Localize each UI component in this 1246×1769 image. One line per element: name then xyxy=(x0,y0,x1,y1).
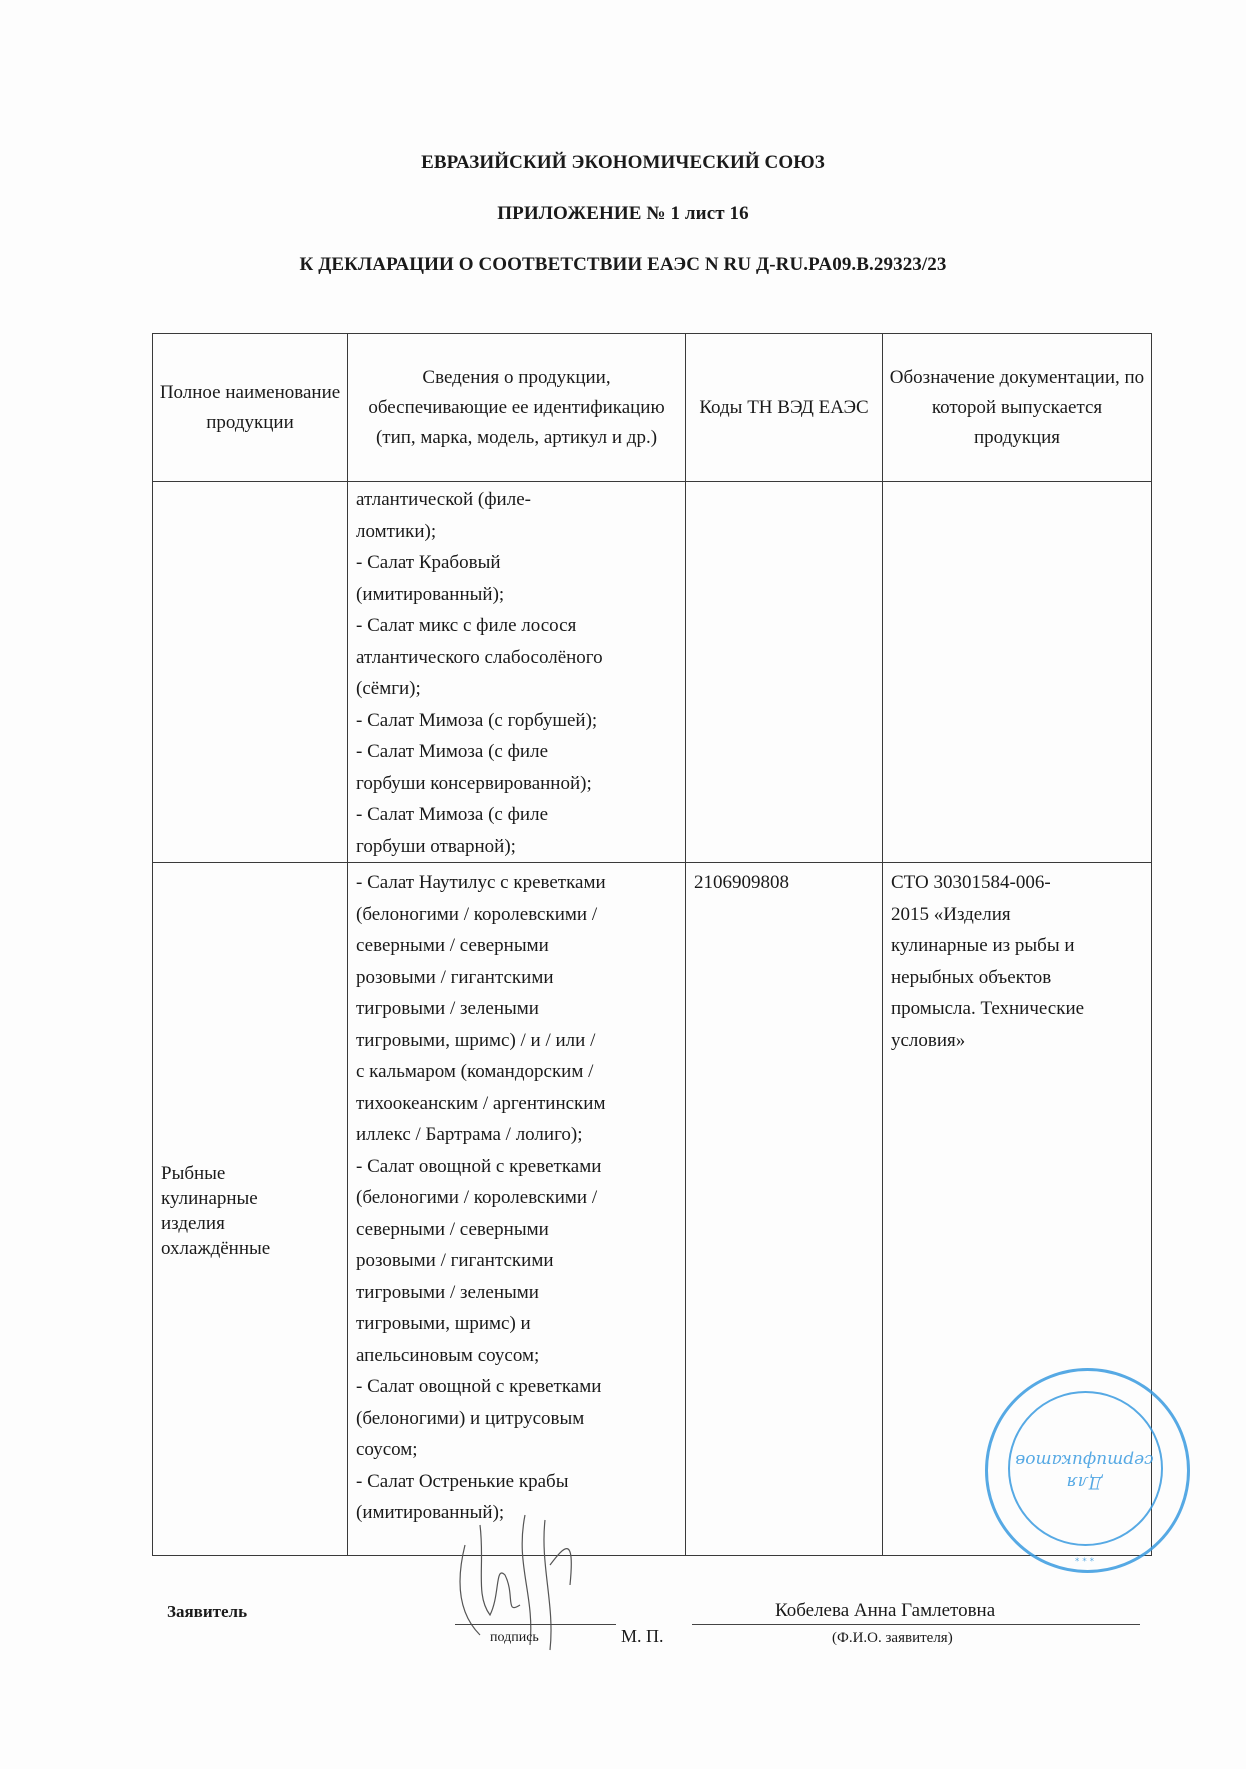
info-line: - Салат овощной с креветками xyxy=(356,1376,602,1397)
stamp-ring-text: * * * xyxy=(1074,1552,1095,1562)
info-line: розовыми / гигантскими xyxy=(356,966,554,988)
info-line: атлантического слабосолёного xyxy=(356,646,603,668)
info-line: атлантической (филе- xyxy=(356,489,531,510)
info-line: горбуши отварной); xyxy=(356,835,516,857)
info-line: - Салат Остренькие крабы xyxy=(356,1470,569,1492)
doc-line: нерыбных объектов xyxy=(891,966,1052,988)
name-line: кулинарные xyxy=(161,1188,258,1209)
info-line: горбуши консервированной); xyxy=(356,772,592,794)
info-line: - Салат Мимоза (с горбушей); xyxy=(356,709,598,731)
info-line: (имитированный); xyxy=(356,583,505,605)
info-line: с кальмаром (командорским / xyxy=(356,1061,594,1082)
declaration-title: К ДЕКЛАРАЦИИ О СООТВЕТСТВИИ ЕАЭС N RU Д-RU.PA09.B.29323/23 xyxy=(299,254,947,275)
info-line: розовыми / гигантскими xyxy=(356,1250,554,1271)
info-line: тигровыми, шримс) / и / или / xyxy=(356,1029,596,1051)
product-info-cell xyxy=(348,863,686,1556)
column-header-hs-codes: Коды ТН ВЭД ЕАЭС xyxy=(686,334,883,482)
hs-code-cell xyxy=(686,482,883,863)
doc-line: 2015 «Изделия xyxy=(891,903,1011,925)
table-header-row xyxy=(153,334,1152,482)
info-line: тихоокеанским / аргентинским xyxy=(356,1092,606,1114)
info-line: тигровыми / зелеными xyxy=(356,1281,539,1303)
column-header-product-info: Сведения о продукции, обеспечивающие ее идентификацию (тип, марка, модель, артикул и др.) xyxy=(348,334,686,482)
column-header-documentation: Обозначение документации, по которой выпускается продукция xyxy=(883,334,1152,482)
info-line: (имитированный); xyxy=(356,1502,505,1523)
product-info-cell xyxy=(348,482,686,863)
info-line: иллекс / Бартрама / лолиго); xyxy=(356,1124,583,1145)
hs-code-cell: 2106909808 xyxy=(686,863,883,1556)
info-line: соусом; xyxy=(356,1439,418,1460)
info-line: - Салат овощной с креветками xyxy=(356,1155,602,1177)
info-line: (белоногими) и цитрусовым xyxy=(356,1407,585,1429)
doc-line: условия» xyxy=(891,1029,966,1051)
product-name-cell xyxy=(153,863,348,1556)
applicant-name: Кобелева Анна Гамлетовна xyxy=(775,1600,996,1621)
info-line: тигровыми, шримс) и xyxy=(356,1313,531,1334)
signature-line xyxy=(455,1624,616,1625)
info-line: - Салат Мимоза (с филе xyxy=(356,804,549,825)
info-line: (сёмги); xyxy=(356,678,421,699)
name-line: охлаждённые xyxy=(161,1238,271,1259)
info-line: северными / северными xyxy=(356,1218,549,1240)
column-header-product-name: Полное наименование продукции xyxy=(153,334,348,482)
products-table xyxy=(152,333,1152,1556)
footer xyxy=(0,1590,1246,1710)
table-row xyxy=(153,482,1152,863)
info-line: (белоногими / королевскими / xyxy=(356,903,598,925)
name-line: Рыбные xyxy=(161,1163,226,1184)
info-line: - Салат Мимоза (с филе xyxy=(356,741,549,762)
doc-line: СТО 30301584-006- xyxy=(891,872,1051,893)
info-line: северными / северными xyxy=(356,935,549,956)
info-line: - Салат Наутилус с креветками xyxy=(356,872,606,893)
info-line: ломтики); xyxy=(356,520,437,542)
doc-line: кулинарные из рыбы и xyxy=(891,935,1075,956)
info-line: - Салат микс с филе лосося xyxy=(356,615,577,636)
info-line: (белоногими / королевскими / xyxy=(356,1187,598,1208)
product-name-cell xyxy=(153,482,348,863)
info-line: - Салат Крабовый xyxy=(356,552,501,573)
doc-line: промысла. Технические xyxy=(891,998,1085,1019)
seal-label: М. П. xyxy=(621,1626,664,1646)
info-line: тигровыми / зелеными xyxy=(356,998,539,1019)
name-line xyxy=(692,1624,1140,1625)
name-line: изделия xyxy=(161,1213,225,1234)
info-line: апельсиновым соусом; xyxy=(356,1344,540,1366)
documentation-cell xyxy=(883,482,1152,863)
union-title: ЕВРАЗИЙСКИЙ ЭКОНОМИЧЕСКИЙ СОЮЗ xyxy=(421,152,825,173)
stamp-text-line: Для xyxy=(1066,1472,1103,1492)
stamp-text-line: сертификатов xyxy=(1015,1450,1154,1470)
signature-caption: подпись xyxy=(490,1630,539,1645)
applicant-label: Заявитель xyxy=(167,1602,248,1621)
appendix-title: ПРИЛОЖЕНИЕ № 1 лист 16 xyxy=(497,203,749,224)
name-caption: (Ф.И.О. заявителя) xyxy=(832,1630,953,1646)
company-stamp xyxy=(985,1368,1190,1573)
